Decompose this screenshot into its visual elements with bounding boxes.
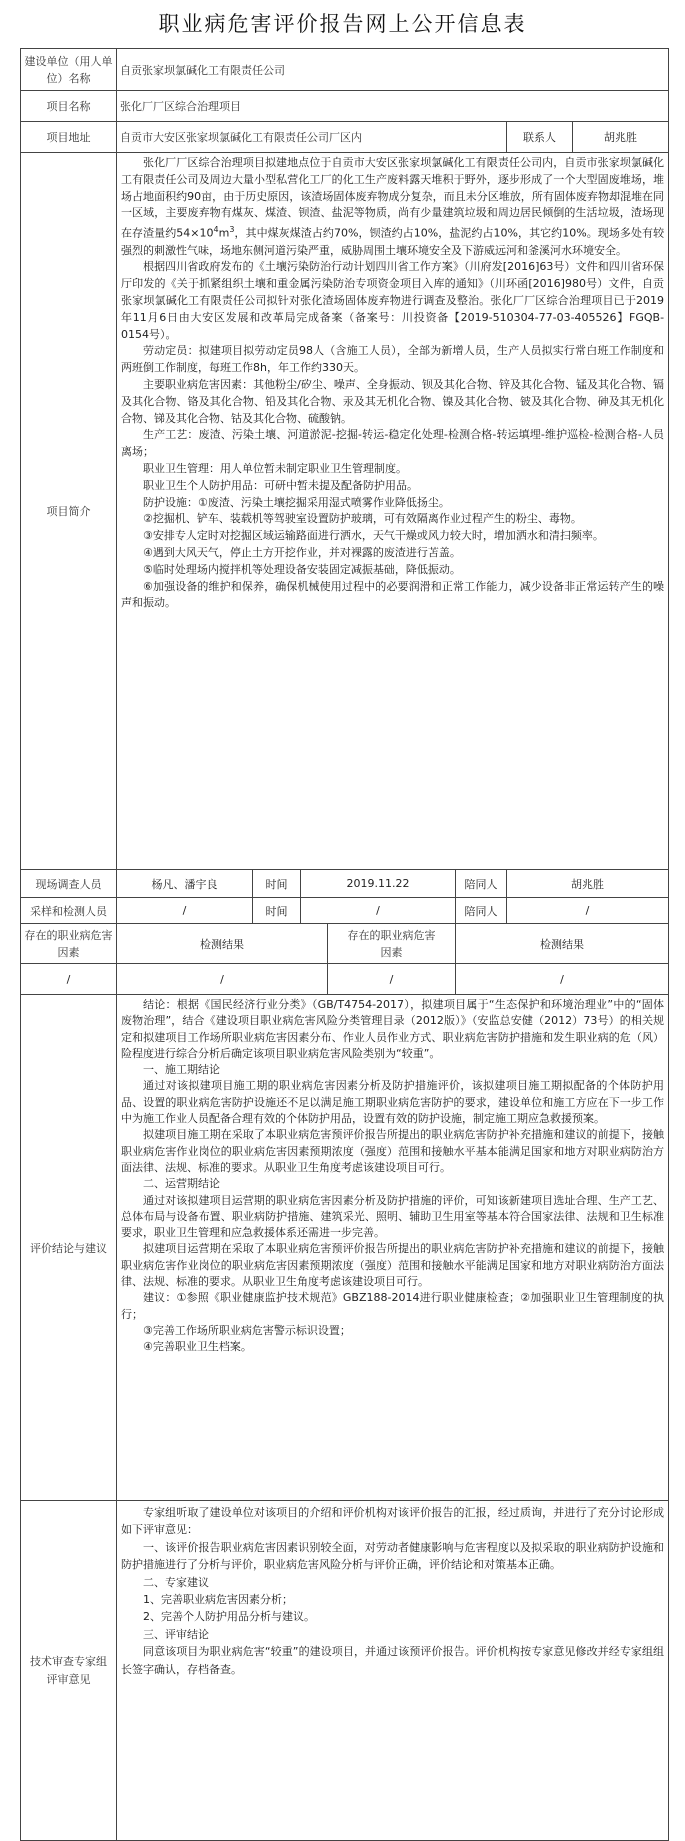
- conclusion-heading: 一、施工期结论: [143, 1063, 220, 1077]
- intro-paragraph: ②挖掘机、铲车、装载机等驾驶室设置防护玻璃，可有效隔离作业过程产生的粉尘、毒物。: [143, 512, 582, 526]
- conclusion-paragraph: ③完善工作场所职业病危害警示标识设置；: [143, 1323, 351, 1337]
- intro-paragraph: ⑤临时处理场内搅拌机等处理设备安装固定减振基础，降低振动。: [143, 562, 461, 576]
- sampling-accompany-value: /: [507, 898, 669, 924]
- row-review: [21, 1501, 669, 1841]
- intro-paragraph: 主要职业病危害因素：其他粉尘/矽尘、噪声、全身振动、钡及其化合物、锌及其化合物、锰及其化合物、镉及其化合物、铬及其化合物、铅及其化合物、汞及其无机化合物、镍及其化合物、铍及其化合物、砷及其无机化合物、锑及其化合物、钴及其化合物、硫酸钠。: [121, 378, 665, 425]
- hazard-value-1: /: [21, 964, 117, 995]
- review-paragraph: 1、完善职业病危害因素分析；: [143, 1593, 293, 1607]
- survey-accompany-value: 胡兆胜: [507, 870, 669, 898]
- intro-paragraph: 生产工艺：废渣、污染土壤、河道淤泥-挖掘-转运-稳定化处理-检测合格-转运填埋-维护巡检-检测合格-人员离场；: [121, 428, 665, 459]
- results-header-1: 检测结果: [117, 924, 328, 964]
- review-heading: 二、专家建议: [143, 1575, 209, 1589]
- intro-paragraph: 劳动定员：拟建项目拟劳动定员98人（含施工人员），全部为新增人员，生产人员拟实行常白班工作制度和两班倒工作制度，每班工作8h，年工作约330天。: [121, 344, 665, 375]
- review-paragraph: 2、完善个人防护用品分析与建议。: [143, 1610, 315, 1624]
- hazards-header-2: 存在的职业病危害因素: [328, 924, 456, 964]
- intro-paragraph: 职业卫生管理：用人单位暂未制定职业卫生管理制度。: [143, 462, 407, 475]
- results-header-2: 检测结果: [456, 924, 669, 964]
- intro-paragraph: 张化厂厂区综合治理项目拟建地点位于自贡市大安区张家坝氯碱化工有限责任公司内，自贡市张家坝氯碱化工有限责任公司及周边大量小型私营化工厂的化工生产废料露天堆积于野外，逐步形成了一个大型固废堆场，堆场占地面积约90亩，由于历史原因，该渣场固体废弃物成分复杂，而且未分区堆放，所有固体废弃物却混堆在同一区域，主要废弃物有煤灰、煤渣、钡渣、盐泥等物质，尚有少量建筑垃圾和周边居民倾倒的生活垃圾，渣场现在存渣量约$54\times 10^4m^3$，其中煤灰煤渣占约70%，钡渣约占10%，盐泥约占10%，其它约10%。现场多处有较强烈的刺激性气味，场地东侧河道污染严重，威胁周围土壤环境安全及下游威远河和釜溪河水环境安全。: [121, 156, 665, 257]
- intro-paragraph: 职业卫生个人防护用品：可研中暂未提及配备防护用品。: [143, 478, 418, 492]
- row-conclusion: [21, 995, 669, 1501]
- project-address-label: 项目地址: [21, 122, 117, 153]
- review-paragraph: 同意该项目为职业病危害“较重”的建设项目，并通过该预评价报告。评价机构按专家意见修改并经专家组组长签字确认，存档备查。: [121, 1645, 665, 1676]
- row-unit: [21, 49, 669, 91]
- survey-time-value: 2019.11.22: [301, 870, 456, 898]
- intro-paragraph: ④遇到大风天气，停止土方开挖作业，并对裸露的废渣进行苫盖。: [143, 545, 461, 559]
- unit-value: 自贡张家坝氯碱化工有限责任公司: [117, 49, 669, 91]
- review-paragraph: 一、该评价报告职业病危害因素识别较全面，对劳动者健康影响与危害程度以及拟采取的职业病防护设施和防护措施进行了分析与评价，职业病危害风险分析与评价正确，评价结论和对策基本正确。: [121, 1540, 665, 1572]
- result-value-1: /: [117, 964, 328, 995]
- review-content: [117, 1501, 669, 1841]
- project-name-value: 张化厂厂区综合治理项目: [117, 91, 669, 122]
- row-project-name: [21, 91, 669, 122]
- conclusion-paragraph: 建议：①参照《职业健康监护技术规范》GBZ188-2014进行职业健康检查；②加强职业卫生管理制度的执行；: [121, 1291, 665, 1321]
- conclusion-heading: 二、运营期结论: [143, 1177, 220, 1191]
- result-value-2: /: [456, 964, 669, 995]
- row-intro: [21, 153, 669, 870]
- intro-content: [117, 153, 669, 870]
- intro-paragraph: ③安排专人定时对挖掘区域运输路面进行洒水，天气干燥或风力较大时，增加洒水和清扫频率。: [143, 529, 604, 543]
- intro-paragraph: ⑥加强设备的维护和保养，确保机械使用过程中的必要润滑和正常工作能力，减少设备非正常运转产生的噪声和振动。: [121, 579, 665, 610]
- page-title: 职业病危害评价报告网上公开信息表: [158, 12, 527, 36]
- row-hazard-header: [21, 924, 669, 964]
- sampling-staff-label: 采样和检测人员: [21, 898, 117, 924]
- intro-paragraph: 根据四川省政府发布的《土壤污染防治行动计划四川省工作方案》（川府发[2016]63号）文件和四川省环保厅印发的《关于抓紧组织土壤和重金属污染防治专项资金项目入库的通知》（川环函[2016]980号）文件，自贡张家坝氯碱化工有限责任公司拟针对张化渣场固体废弃物进行调查及整治。张化厂厂区综合治理项目已于2019年11月6日由大安区发展和改革局完成备案（备案号：川投资备【2019-510304-77-03-405526】FGQB-0154号）。: [121, 260, 665, 341]
- intro-paragraph: 防护设施：①废渣、污染土壤挖掘采用湿式喷雾作业降低扬尘。: [143, 495, 450, 509]
- review-paragraph: 专家组听取了建设单位对该项目的介绍和评价机构对该评价报告的汇报，经过质询，并进行了充分讨论形成如下评审意见：: [121, 1506, 665, 1537]
- row-sampling: [21, 898, 669, 924]
- contact-value: 胡兆胜: [573, 122, 669, 153]
- survey-staff-value: 杨凡、潘宇良: [117, 870, 253, 898]
- info-table: [20, 48, 669, 1841]
- conclusion-paragraph: ④完善职业卫生档案。: [143, 1340, 252, 1354]
- conclusion-paragraph: 拟建项目运营期在采取了本职业病危害预评价报告所提出的职业病危害防护补充措施和建议的前提下，接触职业病危害作业岗位的职业病危害因素预期浓度（强度）范围和接触水平能满足国家和地方对职业病防治方面法律、法规、标准的要求。从职业卫生角度考虑该建设项目可行。: [121, 1242, 665, 1289]
- survey-time-label: 时间: [253, 870, 301, 898]
- project-address-value: 自贡市大安区张家坝氯碱化工有限责任公司厂区内: [117, 122, 507, 153]
- review-label: 技术审查专家组评审意见: [21, 1501, 117, 1841]
- conclusion-paragraph: 通过对该拟建项目运营期的职业病危害因素分析及防护措施的评价，可知该新建项目选址合理、生产工艺、总体布局与设备布置、职业病防护措施、建筑采光、照明、辅助卫生用室等基本符合国家法律、法规和卫生标准要求，职业卫生管理和应急救援体系还需进一步完善。: [121, 1193, 665, 1240]
- survey-accompany-label: 陪同人: [456, 870, 507, 898]
- hazard-value-2: /: [328, 964, 456, 995]
- row-hazard-values: [21, 964, 669, 995]
- conclusion-paragraph: 通过对该拟建项目施工期的职业病危害因素分析及防护措施评价，该拟建项目施工期拟配备的个体防护用品、设置的职业病危害防护设施还不足以满足施工期职业病危害防护的要求，建设单位和施工方应在下一步工作中为施工作业人员配备合理有效的个体防护用品，设置有效的防护设施，制定施工期应急救援预案。: [121, 1079, 665, 1126]
- survey-staff-label: 现场调查人员: [21, 870, 117, 898]
- conclusion-paragraph: 结论：根据《国民经济行业分类》（GB/T4754-2017），拟建项目属于“生态保护和环境治理业”中的“固体废物治理”，结合《建设项目职业病危害风险分类管理目录（2012版）》（安监总安健（2012）73号）的相关规定和拟建项目工作场所职业病危害因素分布、作业人员作业方式、职业病危害防护措施和发生职业病的危（风）险程度进行综合分析后确定该项目职业病危害风险类别为“较重”。: [121, 998, 665, 1060]
- conclusion-paragraph: 拟建项目施工期在采取了本职业病危害预评价报告所提出的职业病危害防护补充措施和建议的前提下，接触职业病危害作业岗位的职业病危害因素预期浓度（强度）范围和接触水平基本能满足国家和地方对职业病防治方面法律、法规、标准的要求。从职业卫生角度考虑该建设项目可行。: [121, 1128, 665, 1174]
- sampling-time-label: 时间: [253, 898, 301, 924]
- sampling-time-value: /: [301, 898, 456, 924]
- row-survey: [21, 870, 669, 898]
- unit-label: 建设单位（用人单位）名称: [21, 49, 117, 91]
- sampling-staff-value: /: [117, 898, 253, 924]
- hazards-header-1: 存在的职业病危害因素: [21, 924, 117, 964]
- review-heading: 三、评审结论: [143, 1627, 209, 1641]
- contact-label: 联系人: [507, 122, 573, 153]
- sampling-accompany-label: 陪同人: [456, 898, 507, 924]
- conclusion-label: 评价结论与建议: [21, 995, 117, 1501]
- project-name-label: 项目名称: [21, 91, 117, 122]
- conclusion-content: [117, 995, 669, 1501]
- row-project-address: [21, 122, 669, 153]
- intro-label: 项目简介: [21, 153, 117, 870]
